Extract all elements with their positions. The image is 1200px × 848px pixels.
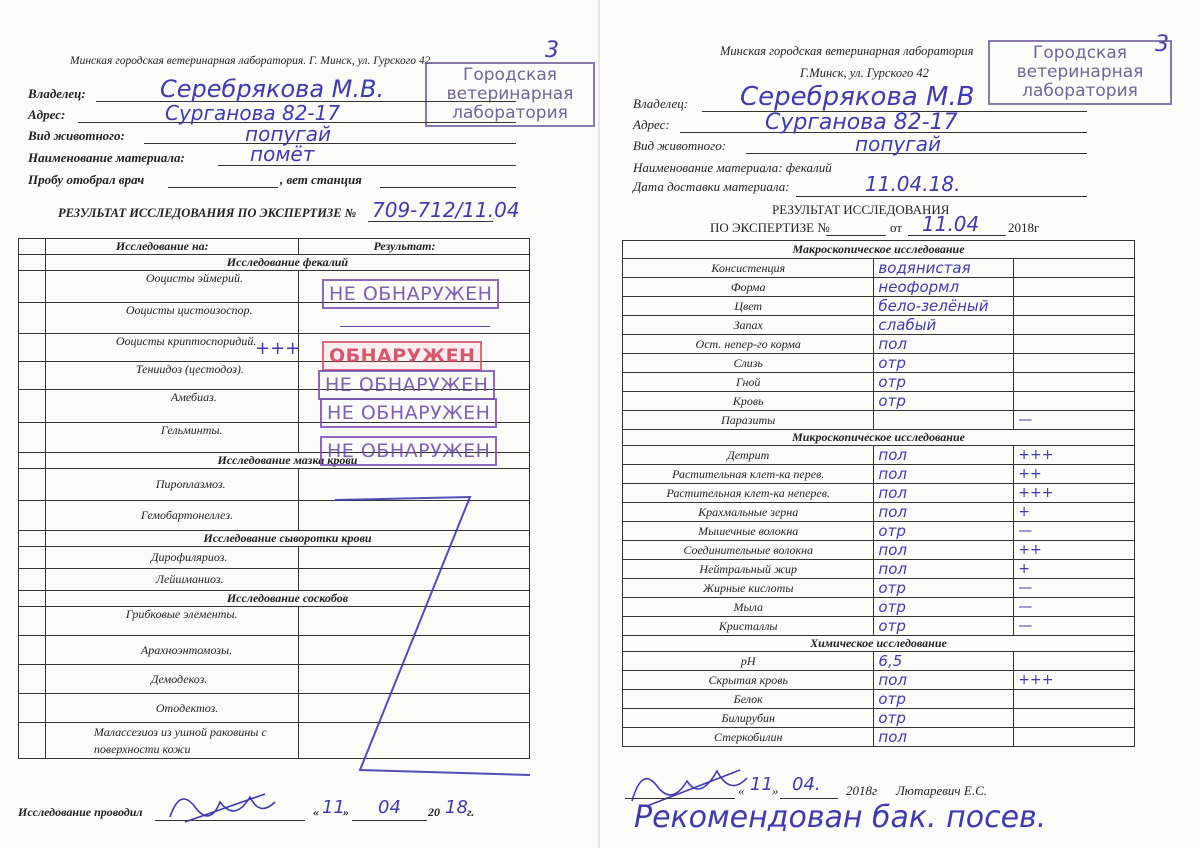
year-suffix: г. <box>467 805 475 819</box>
col-research-header: Исследование на: <box>45 239 298 255</box>
delivery-line <box>796 196 1087 197</box>
delivery-value: 11.04.18. <box>865 172 961 196</box>
date-month: 04. <box>792 774 821 795</box>
table-row <box>623 598 1135 617</box>
row-label: Паразиты <box>623 411 874 430</box>
date-month: 04 <box>378 797 401 818</box>
row-grade <box>1014 709 1135 728</box>
signature-line <box>625 798 735 799</box>
table-row <box>623 522 1135 541</box>
row-value: отр <box>874 598 1014 617</box>
year-prefix: 20 <box>428 805 440 819</box>
row-grade <box>1014 354 1135 373</box>
stamp-line: Городская <box>463 65 557 85</box>
owner-value: Серебрякова М.В. <box>160 75 385 103</box>
section-title: Макроскопическое исследование <box>623 241 1135 259</box>
lab-stamp <box>988 40 1172 105</box>
row-label: Кровь <box>623 392 874 411</box>
month-line <box>780 798 838 799</box>
row-label: Мышечные волокна <box>623 522 874 541</box>
row-grade: ++ <box>1014 465 1135 484</box>
row-value: отр <box>874 709 1014 728</box>
row-value: пол <box>874 728 1014 747</box>
row-label: Тениидоз (цестодоз). <box>45 362 298 390</box>
address-label: Адрес: <box>28 107 66 122</box>
expertise-line <box>826 235 886 236</box>
section-title: Микроскопическое исследование <box>623 430 1135 446</box>
row-grade <box>1014 259 1135 278</box>
row-value: отр <box>874 617 1014 636</box>
recommendation: Рекомендован бак. посев. <box>634 800 1047 835</box>
conducted-label: Исследование проводил <box>18 805 143 819</box>
result-stamp: НЕ ОБНАРУЖЕН <box>320 436 497 466</box>
signer-name: Лютаревич Е.С. <box>896 783 987 798</box>
table-row <box>623 541 1135 560</box>
signature <box>165 782 285 832</box>
row-label: Ооцисты эймерий. <box>45 271 298 303</box>
owner-label: Владелец: <box>28 86 86 101</box>
expertise-label: ПО ЭКСПЕРТИЗЕ № <box>710 220 830 235</box>
row-value: водянистая <box>874 259 1014 278</box>
row-label: Грибковые элементы. <box>45 607 298 636</box>
material-label: Наименование материала: фекалий <box>633 160 832 175</box>
material-label: Наименование материала: <box>28 150 185 165</box>
row-label: Стеркобилин <box>623 728 874 747</box>
row-label: Пироплазмоз. <box>45 469 298 501</box>
row-label: Отодектоз. <box>45 694 298 723</box>
vet-station-label: , вет станция <box>280 172 362 187</box>
row-label: Жирные кислоты <box>623 579 874 598</box>
table-row <box>623 392 1135 411</box>
row-label: Запах <box>623 316 874 335</box>
row-value <box>874 411 1014 430</box>
row-label: Лейшманиоз. <box>45 569 298 591</box>
row-label: Белок <box>623 690 874 709</box>
expertise-date: 11.04 <box>922 212 980 236</box>
row-value: неоформл <box>874 278 1014 297</box>
date-open-quote: « <box>313 805 319 819</box>
lab-header-line1: Минская городская ветеринарная лаборатория <box>720 44 974 58</box>
row-label: Цвет <box>623 297 874 316</box>
row-label: Нейтральный жир <box>623 560 874 579</box>
row-label: Слизь <box>623 354 874 373</box>
row-grade: — <box>1014 579 1135 598</box>
table-row <box>623 446 1135 465</box>
row-grade <box>1014 278 1135 297</box>
table-row <box>623 297 1135 316</box>
row-grade <box>1014 316 1135 335</box>
stamp-line: лаборатория <box>1022 81 1138 101</box>
row-label: Арахноэнтомозы. <box>45 636 298 665</box>
lab-header-line2: Г.Минск, ул. Гурского 42 <box>800 66 929 80</box>
row-value: отр <box>874 522 1014 541</box>
owner-value: Серебрякова М.В <box>740 82 975 112</box>
animal-value: попугай <box>245 122 331 146</box>
page-number: 3 <box>545 38 559 63</box>
row-label: Растительная клет-ка перев. <box>623 465 874 484</box>
row-label: Малассезиоз из ушной раковины с поверхности кожи <box>45 723 298 759</box>
row-grade: +++ <box>1014 446 1135 465</box>
row-label: Мыла <box>623 598 874 617</box>
table-row <box>623 278 1135 297</box>
row-label: Кристаллы <box>623 617 874 636</box>
section-title: Исследование фекалий <box>45 255 529 271</box>
table-row <box>623 617 1135 636</box>
month-line <box>352 820 427 821</box>
row-label: Скрытая кровь <box>623 671 874 690</box>
result-stamp: НЕ ОБНАРУЖЕН <box>318 370 495 400</box>
row-grade <box>1014 373 1135 392</box>
stamp-line: Городская <box>1033 43 1127 63</box>
row-label: Билирубин <box>623 709 874 728</box>
result-stamp: НЕ ОБНАРУЖЕН <box>322 279 499 309</box>
stamp-line: лаборатория <box>452 103 568 123</box>
row-value: 6,5 <box>874 652 1014 671</box>
row-grade: +++ <box>1014 671 1135 690</box>
row-grade: ++ <box>1014 541 1135 560</box>
address-value: Сурганова 82-17 <box>165 101 341 125</box>
result-stamp: НЕ ОБНАРУЖЕН <box>320 398 497 428</box>
table-row <box>623 652 1135 671</box>
table-row <box>623 503 1135 522</box>
row-label: Растительная клет-ка неперев. <box>623 484 874 503</box>
row-value: отр <box>874 354 1014 373</box>
row-grade <box>1014 297 1135 316</box>
table-row <box>623 671 1135 690</box>
row-value: отр <box>874 690 1014 709</box>
row-grade: — <box>1014 617 1135 636</box>
stamp-line: ветеринарная <box>446 84 574 104</box>
row-label: Форма <box>623 278 874 297</box>
row-grade: — <box>1014 598 1135 617</box>
row-value: пол <box>874 560 1014 579</box>
address-label: Адрес: <box>633 117 670 132</box>
row-label: Амебиаз. <box>45 390 298 423</box>
row-label: Ооцисты криптоспоридий. <box>45 334 298 362</box>
section-title: Химическое исследование <box>623 636 1135 652</box>
row-value: бело-зелёный <box>874 297 1014 316</box>
row-label: Крахмальные зерна <box>623 503 874 522</box>
row-value: пол <box>874 446 1014 465</box>
section-title: Исследование сыворотки крови <box>45 531 529 547</box>
table-row <box>623 259 1135 278</box>
row-label: Гной <box>623 373 874 392</box>
row-label: Детрит <box>623 446 874 465</box>
date-day: 11 <box>750 774 773 795</box>
date-close-quote: » <box>343 805 349 819</box>
material-value: помёт <box>250 142 315 166</box>
row-grade <box>1014 728 1135 747</box>
animal-value: попугай <box>855 132 941 156</box>
date-day: 11 <box>322 797 345 818</box>
right-form-page <box>600 0 1200 848</box>
table-row <box>623 560 1135 579</box>
table-row <box>623 690 1135 709</box>
row-grade: + <box>1014 503 1135 522</box>
row-value: пол <box>874 503 1014 522</box>
row-value: отр <box>874 579 1014 598</box>
result-stamp-positive: ОБНАРУЖЕН <box>322 341 482 371</box>
row-label: Ооцисты цистоизоспор. <box>45 303 298 334</box>
row-label: Соединительные волокна <box>623 541 874 560</box>
result-title: РЕЗУЛЬТАТ ИССЛЕДОВАНИЯ ПО ЭКСПЕРТИЗЕ № <box>58 206 357 220</box>
row-value: пол <box>874 465 1014 484</box>
year-label: 2018г <box>1008 220 1040 235</box>
row-value: слабый <box>874 316 1014 335</box>
row-value: пол <box>874 541 1014 560</box>
from-label: от <box>890 220 903 235</box>
row-label: Гельминты. <box>45 423 298 453</box>
table-row <box>623 354 1135 373</box>
right-results-table <box>622 240 1135 747</box>
result-title: РЕЗУЛЬТАТ ИССЛЕДОВАНИЯ <box>772 202 950 217</box>
address-value: Сурганова 82-17 <box>765 110 958 135</box>
table-row <box>623 316 1135 335</box>
year-label: 2018г <box>846 783 878 798</box>
row-grade: + <box>1014 560 1135 579</box>
sampled-by-label: Пробу отобрал врач <box>28 172 145 187</box>
section-title: Исследование мазка крови <box>45 453 529 469</box>
row-label: pH <box>623 652 874 671</box>
table-row <box>623 709 1135 728</box>
row-label: Демодекоз. <box>45 665 298 694</box>
row-grade: — <box>1014 522 1135 541</box>
row-value: пол <box>874 484 1014 503</box>
col-result-header: Результат: <box>298 239 529 255</box>
row-grade <box>1014 335 1135 354</box>
row-value: отр <box>874 373 1014 392</box>
expertise-number: 709-712/11.04 <box>372 198 520 222</box>
page-number: 3 <box>1155 32 1169 57</box>
table-row <box>623 484 1135 503</box>
row-label: Консистенция <box>623 259 874 278</box>
cryptosporidium-note: +++ <box>255 338 301 359</box>
table-row <box>623 373 1135 392</box>
row-grade: — <box>1014 411 1135 430</box>
delivery-label: Дата доставки материала: <box>633 179 790 194</box>
date-open-quote: « <box>738 783 745 798</box>
table-row <box>623 728 1135 747</box>
lab-header: Минская городская ветеринарная лаборатория. Г. Минск, ул. Гурского 42. <box>70 55 434 67</box>
animal-label: Вид животного: <box>28 128 125 143</box>
row-value: пол <box>874 671 1014 690</box>
table-row <box>623 579 1135 598</box>
row-label: Ост. непер-го корма <box>623 335 874 354</box>
row-grade: +++ <box>1014 484 1135 503</box>
animal-label: Вид животного: <box>633 138 727 153</box>
row-grade <box>1014 392 1135 411</box>
row-value: отр <box>874 392 1014 411</box>
stamp-line: ветеринарная <box>1016 62 1144 82</box>
table-row <box>623 411 1135 430</box>
date-year: 18 <box>445 797 468 818</box>
row-value: пол <box>874 335 1014 354</box>
row-label: Дирофиляриоз. <box>45 547 298 569</box>
table-row <box>623 465 1135 484</box>
table-row <box>623 335 1135 354</box>
row-grade <box>1014 690 1135 709</box>
row-grade <box>1014 652 1135 671</box>
owner-label: Владелец: <box>633 96 689 111</box>
row-label: Гемобартонеллез. <box>45 501 298 531</box>
date-close-quote: » <box>772 783 779 798</box>
section-title: Исследование соскобов <box>45 591 529 607</box>
